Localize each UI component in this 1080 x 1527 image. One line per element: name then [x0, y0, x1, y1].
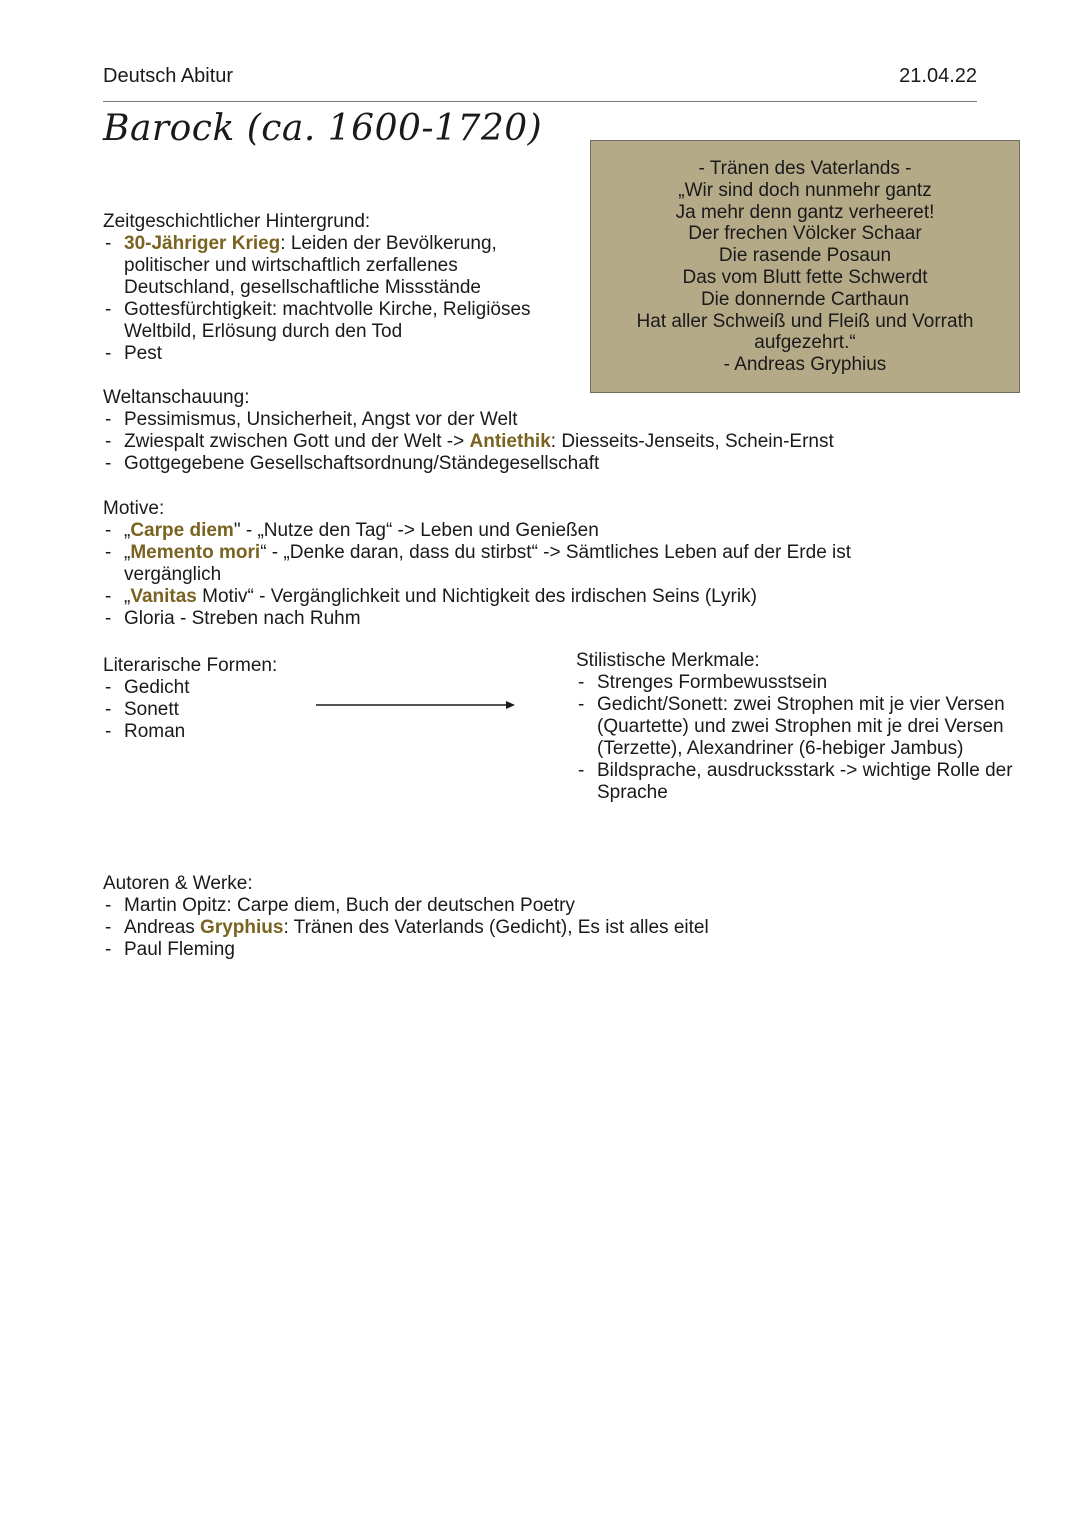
bullet-list [103, 895, 983, 961]
item-text: : Tränen des Vaterlands (Gedicht), Es ist alles eitel [283, 917, 709, 938]
item-text: Pessimismus, Unsicherheit, Angst vor der Welt [124, 409, 518, 430]
item-text: Gottesfürchtigkeit: machtvolle Kirche, Religiöses Weltbild, Erlösung durch den Tod [124, 299, 531, 342]
item-text: Motiv“ - Vergänglichkeit und Nichtigkeit des irdischen Seins (Lyrik) [196, 586, 757, 607]
item-text: „ [124, 542, 131, 563]
list-item [103, 939, 983, 961]
section-hintergrund [103, 211, 573, 365]
item-text: „ [124, 586, 131, 607]
list-item [103, 431, 983, 453]
bullet-list [103, 677, 343, 743]
list-item [576, 760, 1016, 804]
quote-line: Der frechen Völcker Schaar [688, 223, 922, 245]
item-text: Pest [124, 343, 163, 364]
item-text: “ - „Denke daran, dass du stirbst“ -> Sämtliches Leben auf der Erde ist vergänglich [124, 542, 852, 585]
item-text: : Diesseits-Jenseits, Schein-Ernst [550, 431, 834, 452]
item-text: " - „Nutze den Tag“ -> Leben und Genießen [233, 520, 599, 541]
section-autoren-werke [103, 873, 983, 961]
item-text: Zwiespalt zwischen Gott und der Welt -> [124, 431, 470, 452]
header-subject: Deutsch Abitur [103, 65, 234, 87]
highlight-term: 30-Jähriger Krieg [124, 233, 281, 254]
list-item [103, 586, 983, 608]
quote-line: Das vom Blutt fette Schwerdt [682, 266, 928, 288]
list-item [103, 520, 983, 542]
quote-line: Ja mehr denn gantz verheeret! [675, 201, 935, 223]
quote-box [590, 140, 1020, 393]
list-item [103, 343, 573, 365]
section-weltanschauung [103, 387, 983, 475]
item-text: Andreas [124, 917, 201, 938]
section-heading: Literarische Formen: [103, 655, 278, 676]
arrow-right-icon [316, 697, 516, 711]
item-text: Gottgegebene Gesellschaftsordnung/Ständegesellschaft [124, 453, 600, 474]
section-heading: Weltanschauung: [103, 387, 250, 408]
item-text: Gedicht [124, 677, 190, 698]
list-item [103, 453, 983, 475]
bullet-list [103, 233, 573, 365]
list-item [103, 699, 343, 721]
highlight-term: Carpe diem [130, 520, 234, 541]
list-item [103, 895, 983, 917]
header-divider [103, 101, 977, 102]
header-date: 21.04.22 [899, 65, 977, 87]
item-text: Strenges Formbewusstsein [597, 672, 828, 693]
highlight-term: Gryphius [200, 917, 284, 938]
item-text: Gedicht/Sonett: zwei Strophen mit je vier Versen (Quartette) und zwei Strophen mit je drei Versen (Terzette), Alexandriner (6-hebiger Jambus) [597, 694, 1005, 759]
list-item [576, 694, 1016, 760]
list-item [103, 917, 983, 939]
section-heading: Autoren & Werke: [103, 873, 253, 894]
section-stilistische-merkmale [576, 650, 1016, 804]
quote-line: Die donnernde Carthaun [700, 288, 910, 310]
section-motive [103, 498, 983, 630]
list-item [103, 409, 983, 431]
item-text: : Leiden der Bevölkerung, politischer und wirtschaftlich zerfallenes Deutschland, gesellschaftliche Missstände [124, 233, 497, 298]
list-item [103, 677, 343, 699]
bullet-list [103, 409, 983, 475]
section-heading: Zeitgeschichtlicher Hintergrund: [103, 211, 371, 232]
list-item [103, 233, 573, 299]
page-title: Barock (ca. 1600-1720) [103, 108, 543, 149]
item-text: Bildsprache, ausdrucksstark -> wichtige Rolle der Sprache [597, 760, 1013, 803]
highlight-term: Vanitas [130, 586, 197, 607]
item-text: Gloria - Streben nach Ruhm [124, 608, 361, 629]
list-item [103, 608, 983, 630]
bullet-list [576, 672, 1016, 804]
list-item [576, 672, 1016, 694]
section-literarische-formen [103, 655, 343, 743]
section-heading: Motive: [103, 498, 165, 519]
quote-author: - Andreas Gryphius [723, 354, 887, 376]
item-text: Sonett [124, 699, 179, 720]
quote-line: Hat aller Schweiß und Fleiß und Vorrath [636, 310, 974, 332]
list-item [103, 542, 944, 586]
item-text: Martin Opitz: Carpe diem, Buch der deutschen Poetry [124, 895, 575, 916]
item-text: Roman [124, 721, 186, 742]
quote-line: - Tränen des Vaterlands - [698, 158, 912, 179]
quote-line: aufgezehrt.“ [754, 332, 856, 354]
section-heading: Stilistische Merkmale: [576, 650, 760, 671]
list-item [103, 721, 343, 743]
highlight-term: Memento mori [130, 542, 261, 563]
quote-line: „Wir sind doch nunmehr gantz [678, 179, 932, 201]
list-item [103, 299, 573, 343]
highlight-term: Antiethik [469, 431, 551, 452]
quote-line: Die rasende Posaun [718, 245, 892, 267]
item-text: Paul Fleming [124, 939, 235, 960]
item-text: „ [124, 520, 131, 541]
bullet-list [103, 520, 983, 630]
